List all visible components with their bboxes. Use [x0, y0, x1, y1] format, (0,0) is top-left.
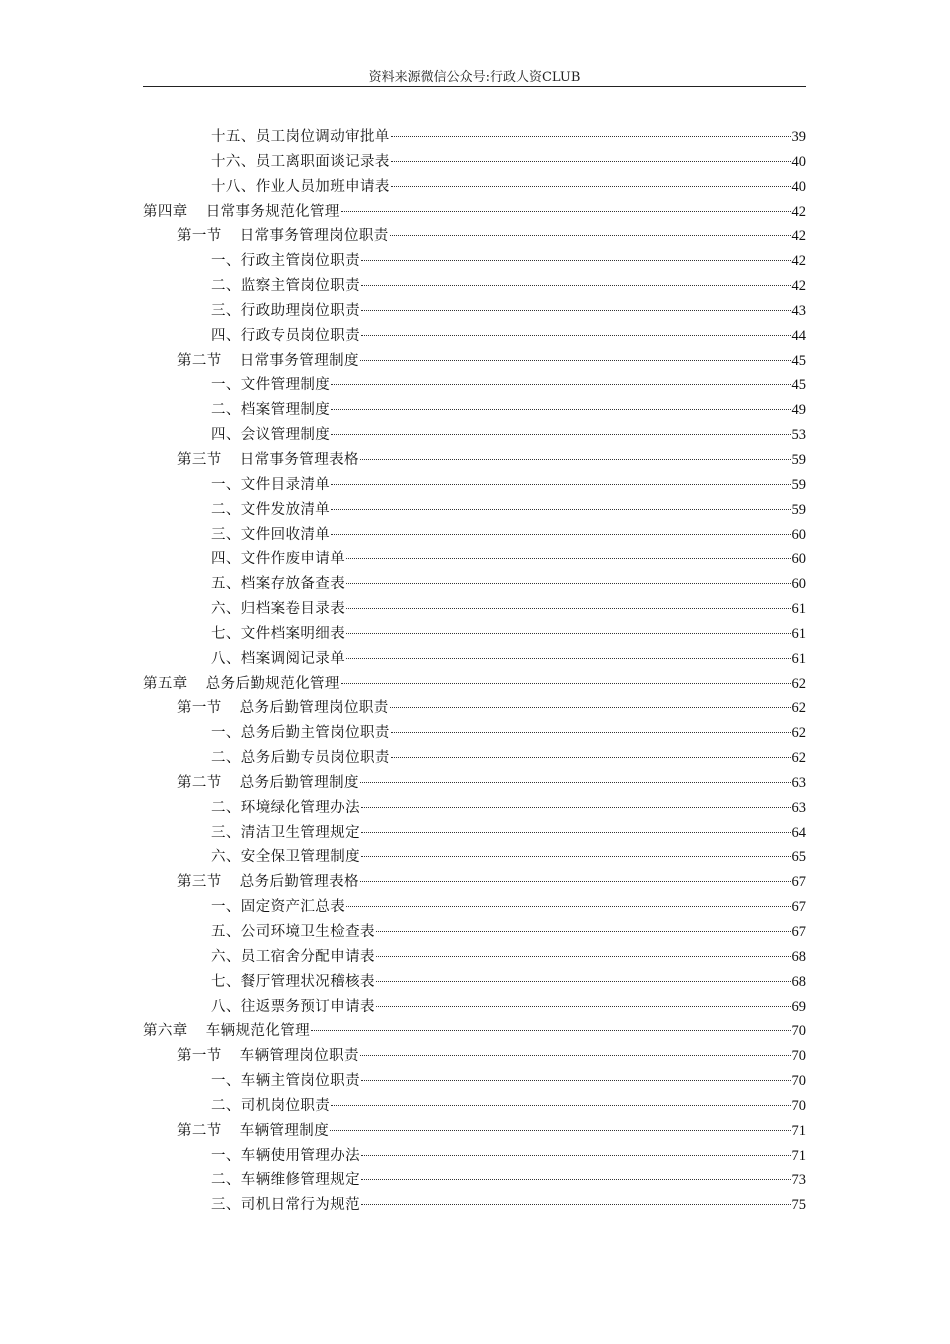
toc-page-number: 42: [791, 228, 806, 245]
toc-entry[interactable]: [143, 821, 806, 846]
toc-entry-number: 第二节: [177, 1122, 222, 1139]
toc-entry[interactable]: [143, 423, 806, 448]
toc-page-number: 59: [791, 476, 806, 493]
toc-entry[interactable]: [143, 796, 806, 821]
toc-dot-leader: [361, 310, 791, 311]
toc-entry[interactable]: [143, 473, 806, 498]
toc-page-number: 61: [791, 650, 806, 667]
toc-dot-leader: [311, 1030, 790, 1031]
toc-dot-leader: [376, 1006, 791, 1007]
toc-entry[interactable]: [143, 274, 806, 299]
toc-entry-title: 十八、作业人员加班申请表: [211, 178, 390, 195]
toc-entry-title: 二、档案管理制度: [211, 402, 331, 419]
toc-entry-title: 三、司机日常行为规范: [211, 1197, 360, 1214]
toc-entry-title: 三、清洁卫生管理规定: [211, 824, 360, 841]
toc-dot-leader: [361, 1155, 791, 1156]
toc-dot-leader: [361, 1179, 791, 1180]
toc-entry-title: [177, 1044, 359, 1065]
toc-entry[interactable]: [143, 249, 806, 274]
toc-page-number: 64: [791, 824, 806, 841]
toc-entry-title: 二、司机岗位职责: [211, 1097, 331, 1114]
toc-entry[interactable]: [143, 373, 806, 398]
toc-entry-title: 七、文件档案明细表: [211, 625, 346, 642]
toc-entry-number: 第一节: [177, 700, 222, 717]
toc-dot-leader: [361, 335, 791, 336]
toc-entry[interactable]: [143, 771, 806, 796]
toc-entry-title: 二、文件发放清单: [211, 501, 331, 518]
toc-entry-title: 八、档案调阅记录单: [211, 650, 346, 667]
toc-dot-leader: [390, 707, 791, 708]
toc-entry-title: 一、车辆使用管理办法: [211, 1147, 360, 1164]
toc-entry[interactable]: [143, 498, 806, 523]
toc-entry-title: 一、固定资产汇总表: [211, 899, 346, 916]
toc-dot-leader: [390, 235, 791, 236]
toc-page-number: 70: [791, 1073, 806, 1090]
toc-page-number: 67: [791, 899, 806, 916]
toc-entry-label: 总务后勤管理表格: [239, 874, 359, 891]
toc-page-number: 63: [791, 799, 806, 816]
toc-dot-leader: [331, 509, 790, 510]
toc-entry[interactable]: [143, 696, 806, 721]
toc-entry-number: 第一节: [177, 228, 222, 245]
toc-entry-title: 六、安全保卫管理制度: [211, 849, 360, 866]
toc-entry-title: 十六、员工离职面谈记录表: [211, 153, 390, 170]
toc-entry[interactable]: [143, 746, 806, 771]
toc-entry-title: 三、文件回收清单: [211, 526, 331, 543]
toc-page-number: 43: [791, 302, 806, 319]
toc-entry[interactable]: [143, 647, 806, 672]
toc-page-number: 69: [791, 998, 806, 1015]
toc-entry-label: 总务后勤规范化管理: [205, 675, 340, 692]
toc-entry[interactable]: [143, 324, 806, 349]
toc-page-number: 67: [791, 874, 806, 891]
page-header: 资料来源微信公众号:行政人资CLUB: [368, 70, 581, 85]
toc-entry-title: 四、会议管理制度: [211, 427, 331, 444]
toc-page-number: 62: [791, 700, 806, 717]
toc-entry[interactable]: [143, 1168, 806, 1193]
toc-page-number: 62: [791, 675, 806, 692]
toc-dot-leader: [376, 981, 791, 982]
toc-entry[interactable]: [143, 1069, 806, 1094]
toc-page-number: 70: [791, 1023, 806, 1040]
toc-entry[interactable]: [143, 672, 806, 697]
toc-page-number: 60: [791, 526, 806, 543]
toc-dot-leader: [331, 484, 790, 485]
toc-entry-number: 第二节: [177, 774, 222, 791]
toc-page-number: 70: [791, 1048, 806, 1065]
toc-dot-leader: [360, 782, 791, 783]
toc-entry-title: 十五、员工岗位调动审批单: [211, 129, 390, 145]
toc-page-number: 39: [791, 129, 806, 145]
toc-entry[interactable]: [143, 870, 806, 895]
toc-entry-label: 日常事务管理制度: [239, 352, 359, 369]
toc-page-number: 65: [791, 849, 806, 866]
toc-page-number: 45: [791, 377, 806, 394]
toc-dot-leader: [360, 881, 791, 882]
toc-dot-leader: [331, 384, 790, 385]
toc-dot-leader: [361, 285, 791, 286]
toc-entry-title: [177, 870, 359, 891]
toc-page-number: 42: [791, 253, 806, 270]
toc-entry-title: 五、公司环境卫生检查表: [211, 924, 375, 940]
toc-dot-leader: [361, 832, 791, 833]
toc-page-number: 45: [791, 352, 806, 369]
toc-dot-leader: [376, 956, 791, 957]
toc-entry-title: [177, 448, 359, 469]
toc-dot-leader: [391, 757, 791, 758]
toc-entry-title: [177, 1119, 329, 1140]
header-rule: [143, 86, 806, 87]
toc-entry[interactable]: [143, 721, 806, 746]
toc-dot-leader: [346, 583, 790, 584]
toc-entry-label: 日常事务规范化管理: [205, 203, 340, 220]
toc-page-number: 42: [791, 203, 806, 220]
toc-entry-label: 车辆管理岗位职责: [239, 1048, 359, 1065]
toc-dot-leader: [391, 136, 791, 137]
toc-page-number: 42: [791, 278, 806, 295]
toc-entry-title: [177, 349, 359, 370]
toc-page-number: 62: [791, 750, 806, 767]
toc-page-number: 60: [791, 576, 806, 593]
toc-entry-title: 八、往返票务预订申请表: [211, 998, 375, 1015]
toc-entry[interactable]: [143, 995, 806, 1020]
toc-dot-leader: [341, 211, 791, 212]
toc-page-number: 59: [791, 501, 806, 518]
toc-entry-title: [177, 771, 359, 792]
toc-entry-title: 五、档案存放备查表: [211, 576, 346, 593]
toc-entry[interactable]: [143, 895, 806, 920]
toc-entry-title: 一、文件管理制度: [211, 377, 331, 394]
toc-entry-number: 第四章: [143, 203, 188, 220]
toc-entry-title: 一、总务后勤主管岗位职责: [211, 725, 390, 742]
toc-entry[interactable]: [143, 398, 806, 423]
toc-entry-title: 二、环境绿化管理办法: [211, 799, 360, 816]
toc-entry-label: 总务后勤管理岗位职责: [239, 700, 389, 717]
toc-page-number: 40: [791, 178, 806, 195]
toc-entry-title: [143, 200, 340, 221]
toc-page-number: 49: [791, 402, 806, 419]
toc-dot-leader: [391, 161, 791, 162]
toc-entry-title: 二、车辆维修管理规定: [211, 1172, 360, 1189]
toc-entry[interactable]: [143, 150, 806, 175]
toc-page-number: 60: [791, 551, 806, 568]
toc-dot-leader: [361, 1080, 791, 1081]
toc-entry-title: 一、行政主管岗位职责: [211, 253, 360, 270]
toc-entry-title: 二、监察主管岗位职责: [211, 278, 360, 295]
toc-page-number: 70: [791, 1097, 806, 1114]
toc-entry-title: 六、归档案卷目录表: [211, 601, 346, 618]
toc-page-number: 61: [791, 625, 806, 642]
toc-entry-label: 日常事务管理表格: [239, 451, 359, 468]
toc-entry[interactable]: [143, 1193, 806, 1218]
toc-entry-label: 日常事务管理岗位职责: [239, 228, 389, 245]
toc-entry[interactable]: [143, 224, 806, 249]
toc-entry-label: 总务后勤管理制度: [239, 774, 359, 791]
toc-page-number: 40: [791, 153, 806, 170]
toc-entry-label: 车辆规范化管理: [205, 1023, 311, 1040]
toc-dot-leader: [376, 931, 791, 932]
toc-entry-number: 第二节: [177, 352, 222, 369]
toc-dot-leader: [346, 658, 790, 659]
toc-page-number: 68: [791, 948, 806, 965]
toc-entry-number: 第一节: [177, 1048, 222, 1065]
toc-dot-leader: [346, 633, 790, 634]
toc-entry[interactable]: [143, 845, 806, 870]
toc-entry[interactable]: [143, 1094, 806, 1119]
toc-entry[interactable]: [143, 448, 806, 473]
toc-page-number: 53: [791, 427, 806, 444]
toc-dot-leader: [330, 1130, 790, 1131]
toc-dot-leader: [361, 856, 791, 857]
toc-dot-leader: [346, 608, 790, 609]
toc-entry[interactable]: [143, 200, 806, 225]
toc-dot-leader: [391, 732, 791, 733]
toc-entry[interactable]: [143, 547, 806, 572]
toc-dot-leader: [331, 1105, 790, 1106]
toc-dot-leader: [341, 683, 791, 684]
toc-entry[interactable]: [143, 920, 806, 945]
table-of-contents: [143, 125, 806, 1218]
toc-entry[interactable]: [143, 622, 806, 647]
toc-page-number: 68: [791, 973, 806, 990]
toc-entry[interactable]: [143, 523, 806, 548]
toc-entry-title: [177, 224, 389, 245]
toc-page-number: 71: [791, 1147, 806, 1164]
toc-dot-leader: [331, 534, 790, 535]
toc-dot-leader: [360, 360, 791, 361]
toc-dot-leader: [346, 906, 790, 907]
toc-entry[interactable]: [143, 175, 806, 200]
toc-entry[interactable]: [143, 349, 806, 374]
toc-entry-label: 车辆管理制度: [239, 1122, 330, 1139]
toc-dot-leader: [346, 558, 790, 559]
toc-entry-title: [143, 672, 340, 693]
toc-entry-number: 第五章: [143, 675, 188, 692]
toc-page-number: 62: [791, 725, 806, 742]
toc-entry-title: 六、员工宿舍分配申请表: [211, 948, 375, 965]
toc-entry-number: 第三节: [177, 451, 222, 468]
toc-entry-title: 七、餐厅管理状况稽核表: [211, 973, 375, 990]
toc-dot-leader: [360, 459, 791, 460]
toc-entry[interactable]: [143, 125, 806, 150]
toc-entry-number: 第六章: [143, 1023, 188, 1040]
toc-page-number: 73: [791, 1172, 806, 1189]
toc-page-number: 71: [791, 1122, 806, 1139]
toc-page-number: 59: [791, 451, 806, 468]
toc-entry-title: [177, 696, 389, 717]
toc-dot-leader: [360, 1055, 791, 1056]
toc-entry-number: 第三节: [177, 874, 222, 891]
toc-dot-leader: [331, 409, 790, 410]
toc-entry-title: 四、行政专员岗位职责: [211, 327, 360, 344]
toc-page-number: 67: [791, 924, 806, 940]
toc-page-number: 75: [791, 1197, 806, 1214]
toc-page-number: 63: [791, 774, 806, 791]
toc-dot-leader: [391, 186, 791, 187]
toc-entry-title: 四、文件作废申请单: [211, 551, 346, 568]
toc-entry[interactable]: [143, 299, 806, 324]
toc-dot-leader: [361, 260, 791, 261]
toc-page-number: 61: [791, 601, 806, 618]
toc-dot-leader: [331, 434, 790, 435]
toc-entry[interactable]: [143, 1144, 806, 1169]
toc-entry-title: 二、总务后勤专员岗位职责: [211, 750, 390, 767]
toc-entry[interactable]: [143, 1044, 806, 1069]
toc-entry[interactable]: [143, 1019, 806, 1044]
toc-entry-title: [143, 1019, 310, 1040]
toc-entry-title: 三、行政助理岗位职责: [211, 302, 360, 319]
toc-entry[interactable]: [143, 597, 806, 622]
toc-dot-leader: [361, 807, 791, 808]
toc-entry-title: 一、文件目录清单: [211, 476, 331, 493]
toc-entry[interactable]: [143, 945, 806, 970]
toc-entry[interactable]: [143, 572, 806, 597]
toc-page-number: 44: [791, 327, 806, 344]
toc-entry-title: 一、车辆主管岗位职责: [211, 1073, 360, 1090]
toc-entry[interactable]: [143, 1119, 806, 1144]
toc-dot-leader: [361, 1204, 791, 1205]
toc-entry[interactable]: [143, 970, 806, 995]
